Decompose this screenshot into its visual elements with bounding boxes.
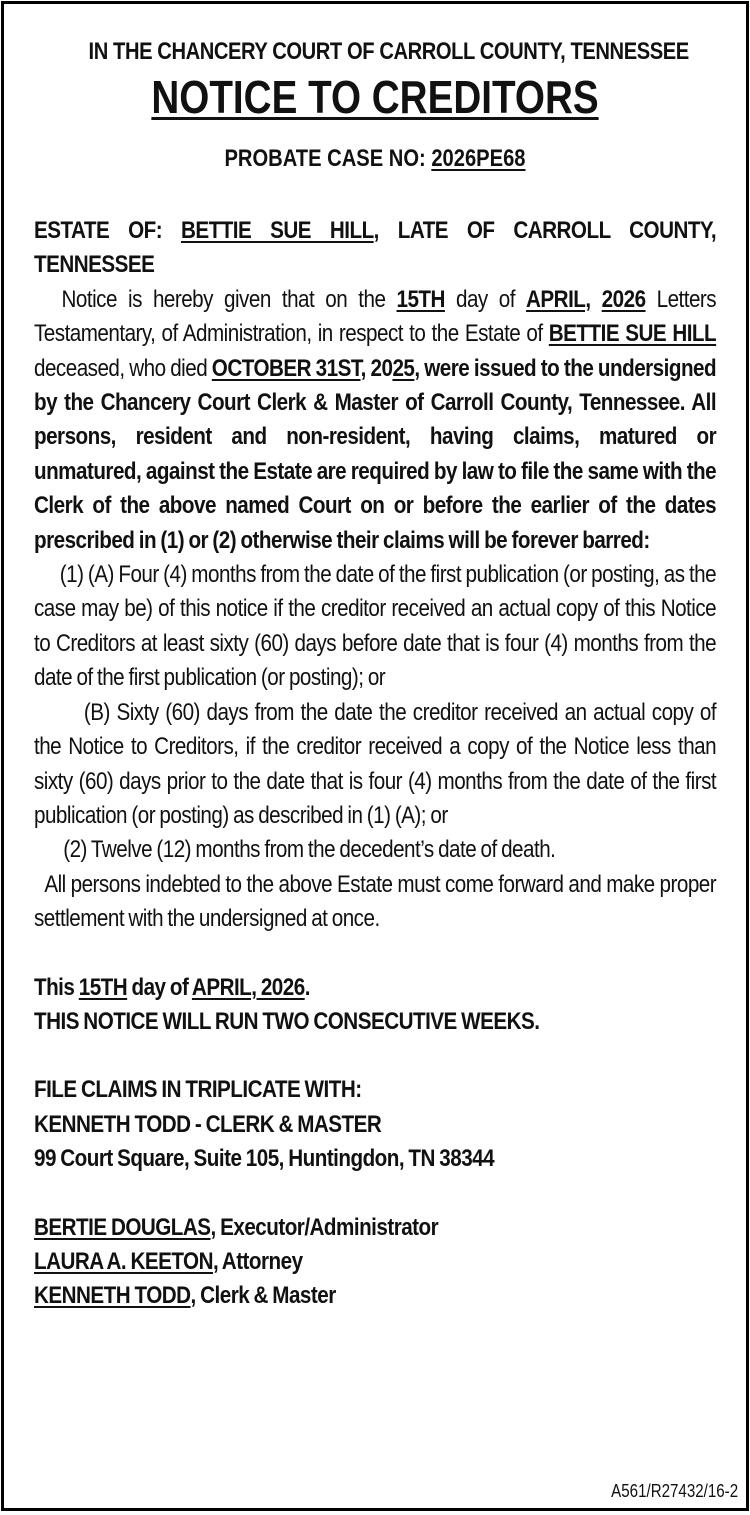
clause-2: (2) Twelve (12) months from the decedent’s date of death. [63, 836, 556, 864]
clerk-address: 99 Court Square, Suite 105, Huntingdon, TN 38344 [34, 1145, 495, 1173]
run-duration: THIS NOTICE WILL RUN TWO CONSECUTIVE WEEKS. [34, 1007, 540, 1035]
case-number: 2026PE68 [431, 145, 526, 172]
signature-attorney: LAURA A. KEETON, Attorney [34, 1247, 303, 1275]
estate-name: BETTIE SUE HILL [180, 217, 374, 244]
indebted-paragraph: All persons indebted to the above Estate must come forward and make proper settlement with the undersigned at once. [34, 870, 717, 933]
ad-code: A561/R27432/16-2 [611, 1481, 738, 1501]
notice-paragraph: Notice is hereby given that on the 15TH day of APRIL, 2026 Letters Testamentary, of Administration, in respect to the Estate of BETTIE SUE HILL deceased, who died OCTOBER 31ST, 2025, were issued to the undersigned by the Chancery Court Clerk & Master of Carroll County, Tennessee. All persons, resident and non-resident, having claims, matured or unmatured, against the Estate are required by law to file the same with the Clerk of the above named Court on or before the earlier of the dates prescribed in (1) or (2) otherwise their claims will be forever barred: [34, 285, 717, 554]
signature-executor: BERTIE DOUGLAS, Executor/Administrator [34, 1213, 439, 1241]
case-label: PROBATE CASE NO: [224, 145, 426, 172]
case-number-line [89, 144, 662, 174]
court-heading: IN THE CHANCERY COURT OF CARROLL COUNTY, TENNESSEE [88, 38, 689, 65]
notice-body [34, 214, 716, 1314]
dated-line: This 15TH day of APRIL, 2026. [34, 973, 310, 1001]
estate-line: ESTATE OF: BETTIE SUE HILL, LATE OF CARROLL COUNTY, TENNESSEE [34, 217, 717, 279]
legal-notice [1, 1, 749, 1511]
signatures [34, 1211, 716, 1314]
clause-1b: (B) Sixty (60) days from the date the creditor received an actual copy of the Notice to Creditors, if the creditor received a copy of the Notice less than sixty (60) days prior to the date that is four (4) months from the date of the first publication (or posting) as described in (1) (A); or [34, 698, 717, 829]
clause-1a: (1) (A) Four (4) months from the date of the first publication (or posting, as the case may be) of this notice if the creditor received an actual copy of this Notice to Creditors at least sixty (60) days before date that is four (4) months from the date of the first publication (or posting); or [34, 561, 717, 692]
clerk-name: KENNETH TODD - CLERK & MASTER [34, 1110, 382, 1138]
notice-title: NOTICE TO CREDITORS [151, 71, 599, 123]
file-claims-heading: FILE CLAIMS IN TRIPLICATE WITH: [34, 1076, 362, 1104]
signature-clerk: KENNETH TODD, Clerk & Master [34, 1282, 336, 1310]
